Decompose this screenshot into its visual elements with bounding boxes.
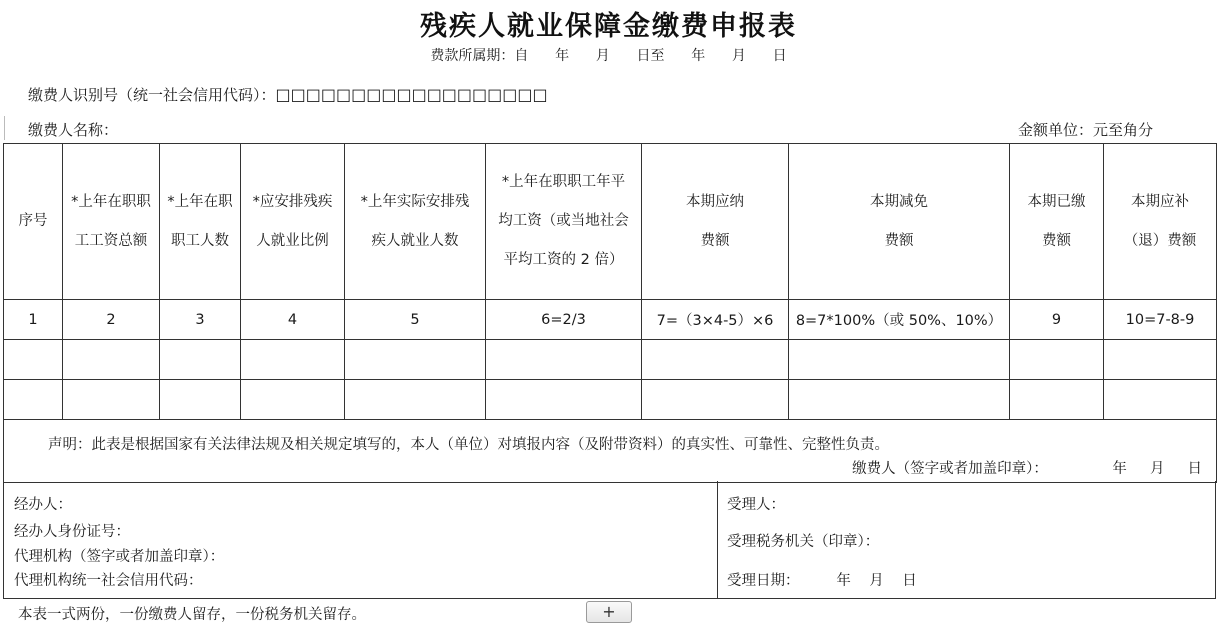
declaration-cell: [4, 420, 1217, 483]
receiver-label: 受理人：: [727, 497, 785, 513]
header-cell: 本期减免 费额: [789, 144, 1010, 300]
entry-cell[interactable]: [160, 340, 241, 380]
amount-unit-label: 金额单位：元至角分: [1018, 121, 1154, 139]
entry-cell[interactable]: [63, 380, 160, 420]
taxpayer-id-row: [28, 84, 548, 105]
column-number-cell: 7=（3×4-5）×6: [642, 300, 789, 340]
acceptance-section: [3, 481, 1216, 599]
taxpayer-id-label: 缴费人识别号（统一社会信用代码）：: [28, 86, 276, 104]
agency-code-label: 代理机构统一社会信用代码：: [14, 573, 203, 589]
payer-name-label: 缴费人名称：: [28, 121, 119, 139]
header-cell: 本期应补 （退）费额: [1104, 144, 1217, 300]
declaration-text: 声明：此表是根据国家有关法律法规及相关规定填写的，本人（单位）对填报内容（及附带资料）的真实性、可靠性、完整性负责。: [48, 437, 889, 453]
column-number-cell: 1: [4, 300, 63, 340]
declaration-table: [3, 143, 1217, 483]
payer-signature-line: 缴费人（签字或者加盖印章）： 年 月 日: [852, 461, 1202, 477]
header-cell: *上年实际安排残 疾人就业人数: [345, 144, 486, 300]
handler-id-label: 经办人身份证号：: [14, 524, 130, 540]
entry-cell[interactable]: [241, 380, 345, 420]
column-number-cell: 8=7*100%（或 50%、10%）: [789, 300, 1010, 340]
entry-cell[interactable]: [241, 340, 345, 380]
entry-cell[interactable]: [4, 380, 63, 420]
entry-cell[interactable]: [486, 340, 642, 380]
column-number-cell: 2: [63, 300, 160, 340]
entry-cell[interactable]: [345, 380, 486, 420]
column-number-cell: 6=2/3: [486, 300, 642, 340]
form-title: 残疾人就业保障金缴费申报表: [420, 11, 797, 42]
header-row: [4, 144, 1217, 300]
header-cell: *上年在职职 工工资总额: [63, 144, 160, 300]
header-cell: *应安排残疾 人就业比例: [241, 144, 345, 300]
handler-label: 经办人：: [14, 497, 72, 513]
header-cell: 序号: [4, 144, 63, 300]
acceptance-date-label: 受理日期： 年 月 日: [727, 573, 917, 589]
header-cell: 本期已缴 费额: [1010, 144, 1104, 300]
fee-period-line: 费款所属期：自 年 月 日至 年 月 日: [430, 48, 787, 64]
column-number-cell: 4: [241, 300, 345, 340]
header-cell: 本期应纳 费额: [642, 144, 789, 300]
entry-cell[interactable]: [1104, 340, 1217, 380]
entry-cell[interactable]: [4, 340, 63, 380]
column-number-row: [4, 300, 1217, 340]
column-number-cell: 3: [160, 300, 241, 340]
data-entry-row: [4, 380, 1217, 420]
entry-cell[interactable]: [642, 340, 789, 380]
edge-marker: [0, 116, 5, 140]
header-cell: *上年在职职工年平 均工资（或当地社会 平均工资的 2 倍）: [486, 144, 642, 300]
tax-office-label: 受理税务机关（印章）：: [727, 534, 880, 550]
agency-label: 代理机构（签字或者加盖印章）：: [14, 549, 225, 565]
column-number-cell: 10=7-8-9: [1104, 300, 1217, 340]
column-number-cell: 9: [1010, 300, 1104, 340]
column-number-cell: 5: [345, 300, 486, 340]
entry-cell[interactable]: [486, 380, 642, 420]
footnote: 本表一式两份，一份缴费人留存，一份税务机关留存。: [18, 607, 366, 623]
entry-cell[interactable]: [63, 340, 160, 380]
entry-cell[interactable]: [160, 380, 241, 420]
entry-cell[interactable]: [789, 340, 1010, 380]
header-cell: *上年在职 职工人数: [160, 144, 241, 300]
taxpayer-id-boxes[interactable]: □□□□□□□□□□□□□□□□□□: [275, 85, 548, 104]
declaration-row: [4, 420, 1217, 483]
section-divider: [717, 481, 718, 598]
entry-cell[interactable]: [789, 380, 1010, 420]
entry-cell[interactable]: [1010, 340, 1104, 380]
data-entry-row: [4, 340, 1217, 380]
entry-cell[interactable]: [345, 340, 486, 380]
entry-cell[interactable]: [1010, 380, 1104, 420]
entry-cell[interactable]: [642, 380, 789, 420]
add-sheet-button[interactable]: +: [586, 601, 632, 623]
entry-cell[interactable]: [1104, 380, 1217, 420]
